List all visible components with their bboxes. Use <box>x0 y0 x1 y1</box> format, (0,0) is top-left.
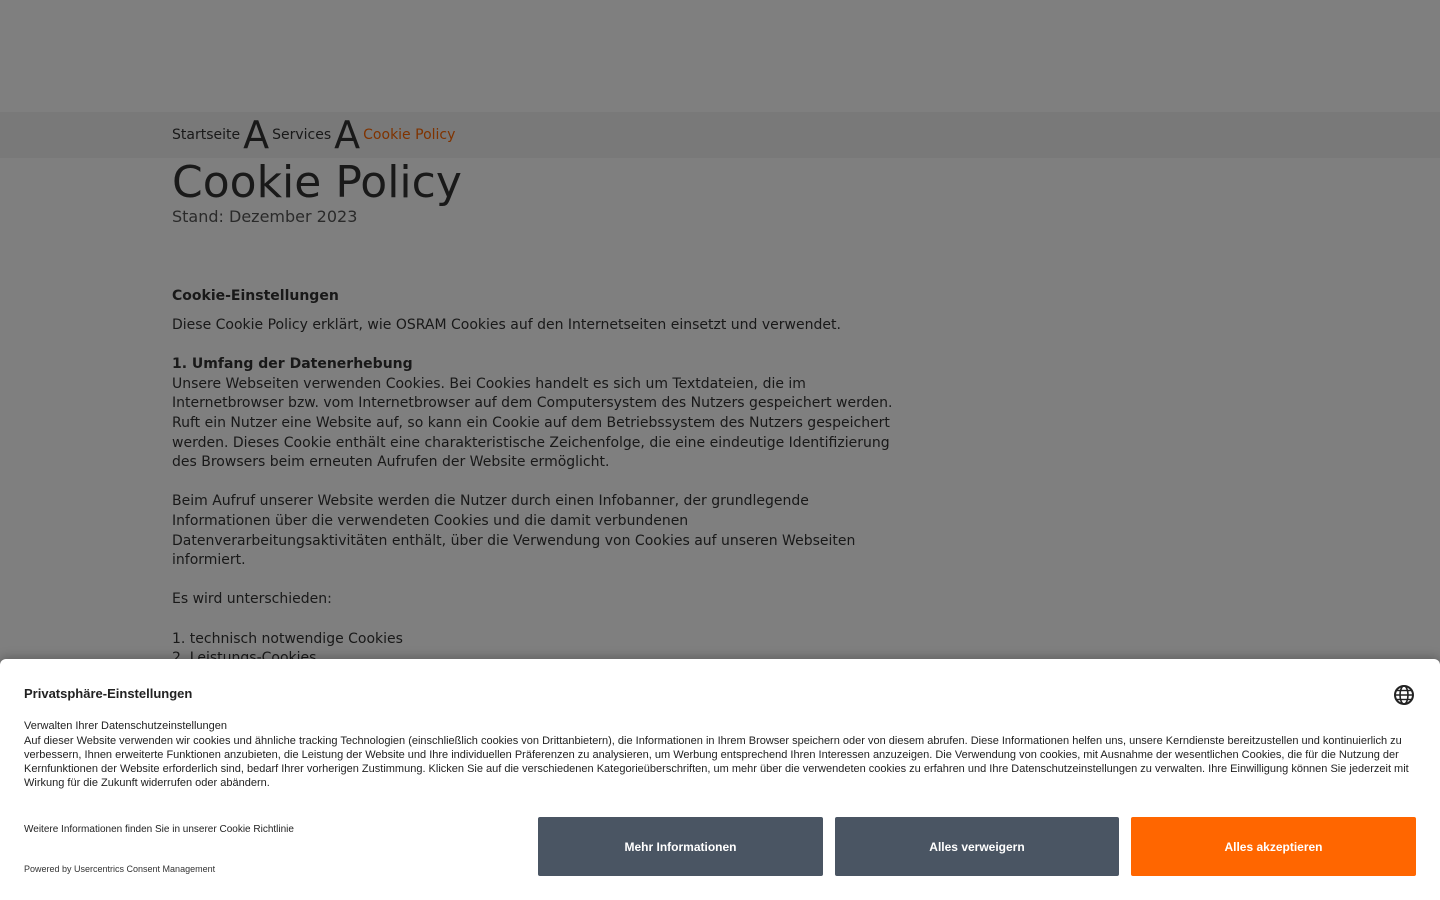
deny-all-button[interactable]: Alles verweigern <box>835 817 1119 876</box>
consent-description: Auf dieser Website verwenden wir cookies und ähnliche tracking Technologien (einschließlich cookies von Drittanbietern), die Informationen in Ihrem Browser speichern oder von diesem abrufen. Diese Informationen helfen uns, unsere Kerndienste bereitzustellen und kontinuierlich zu verbessern, Ihnen erweiterte Funktionen anzubieten, die Leistung der Website und Ihre individuellen Präferenzen zu analysieren, um Werbung entsprechend Ihren Interessen anzuzeigen. Die Verwendung von cookies, mit Ausnahme der wesentlichen Cookies, die für die Nutzung der Kernfunktionen der Website erforderlich sind, bedarf Ihrer vorherigen Zustimmung. Klicken Sie auf die verschiedenen Kategorieüberschriften, um mehr über die verwendeten cookies zu erfahren und Ihre Datenschutzeinstellungen zu verwalten. Ihre Einwilligung können Sie jederzeit mit Wirkung für die Zukunft widerrufen oder abändern. <box>24 735 1409 789</box>
powered-by-link[interactable]: Powered by Usercentrics Consent Management <box>24 864 216 874</box>
accept-all-button[interactable]: Alles akzeptieren <box>1131 817 1416 876</box>
more-info-button[interactable]: Mehr Informationen <box>538 817 823 876</box>
consent-banner <box>0 659 1440 900</box>
cookie-policy-link[interactable]: Weitere Informationen finden Sie in unserer Cookie Richtlinie <box>24 824 294 835</box>
consent-subtitle: Verwalten Ihrer Datenschutzeinstellungen <box>24 720 228 732</box>
consent-title: Privatsphäre-Einstellungen <box>24 686 193 701</box>
globe-icon[interactable] <box>1393 684 1415 706</box>
